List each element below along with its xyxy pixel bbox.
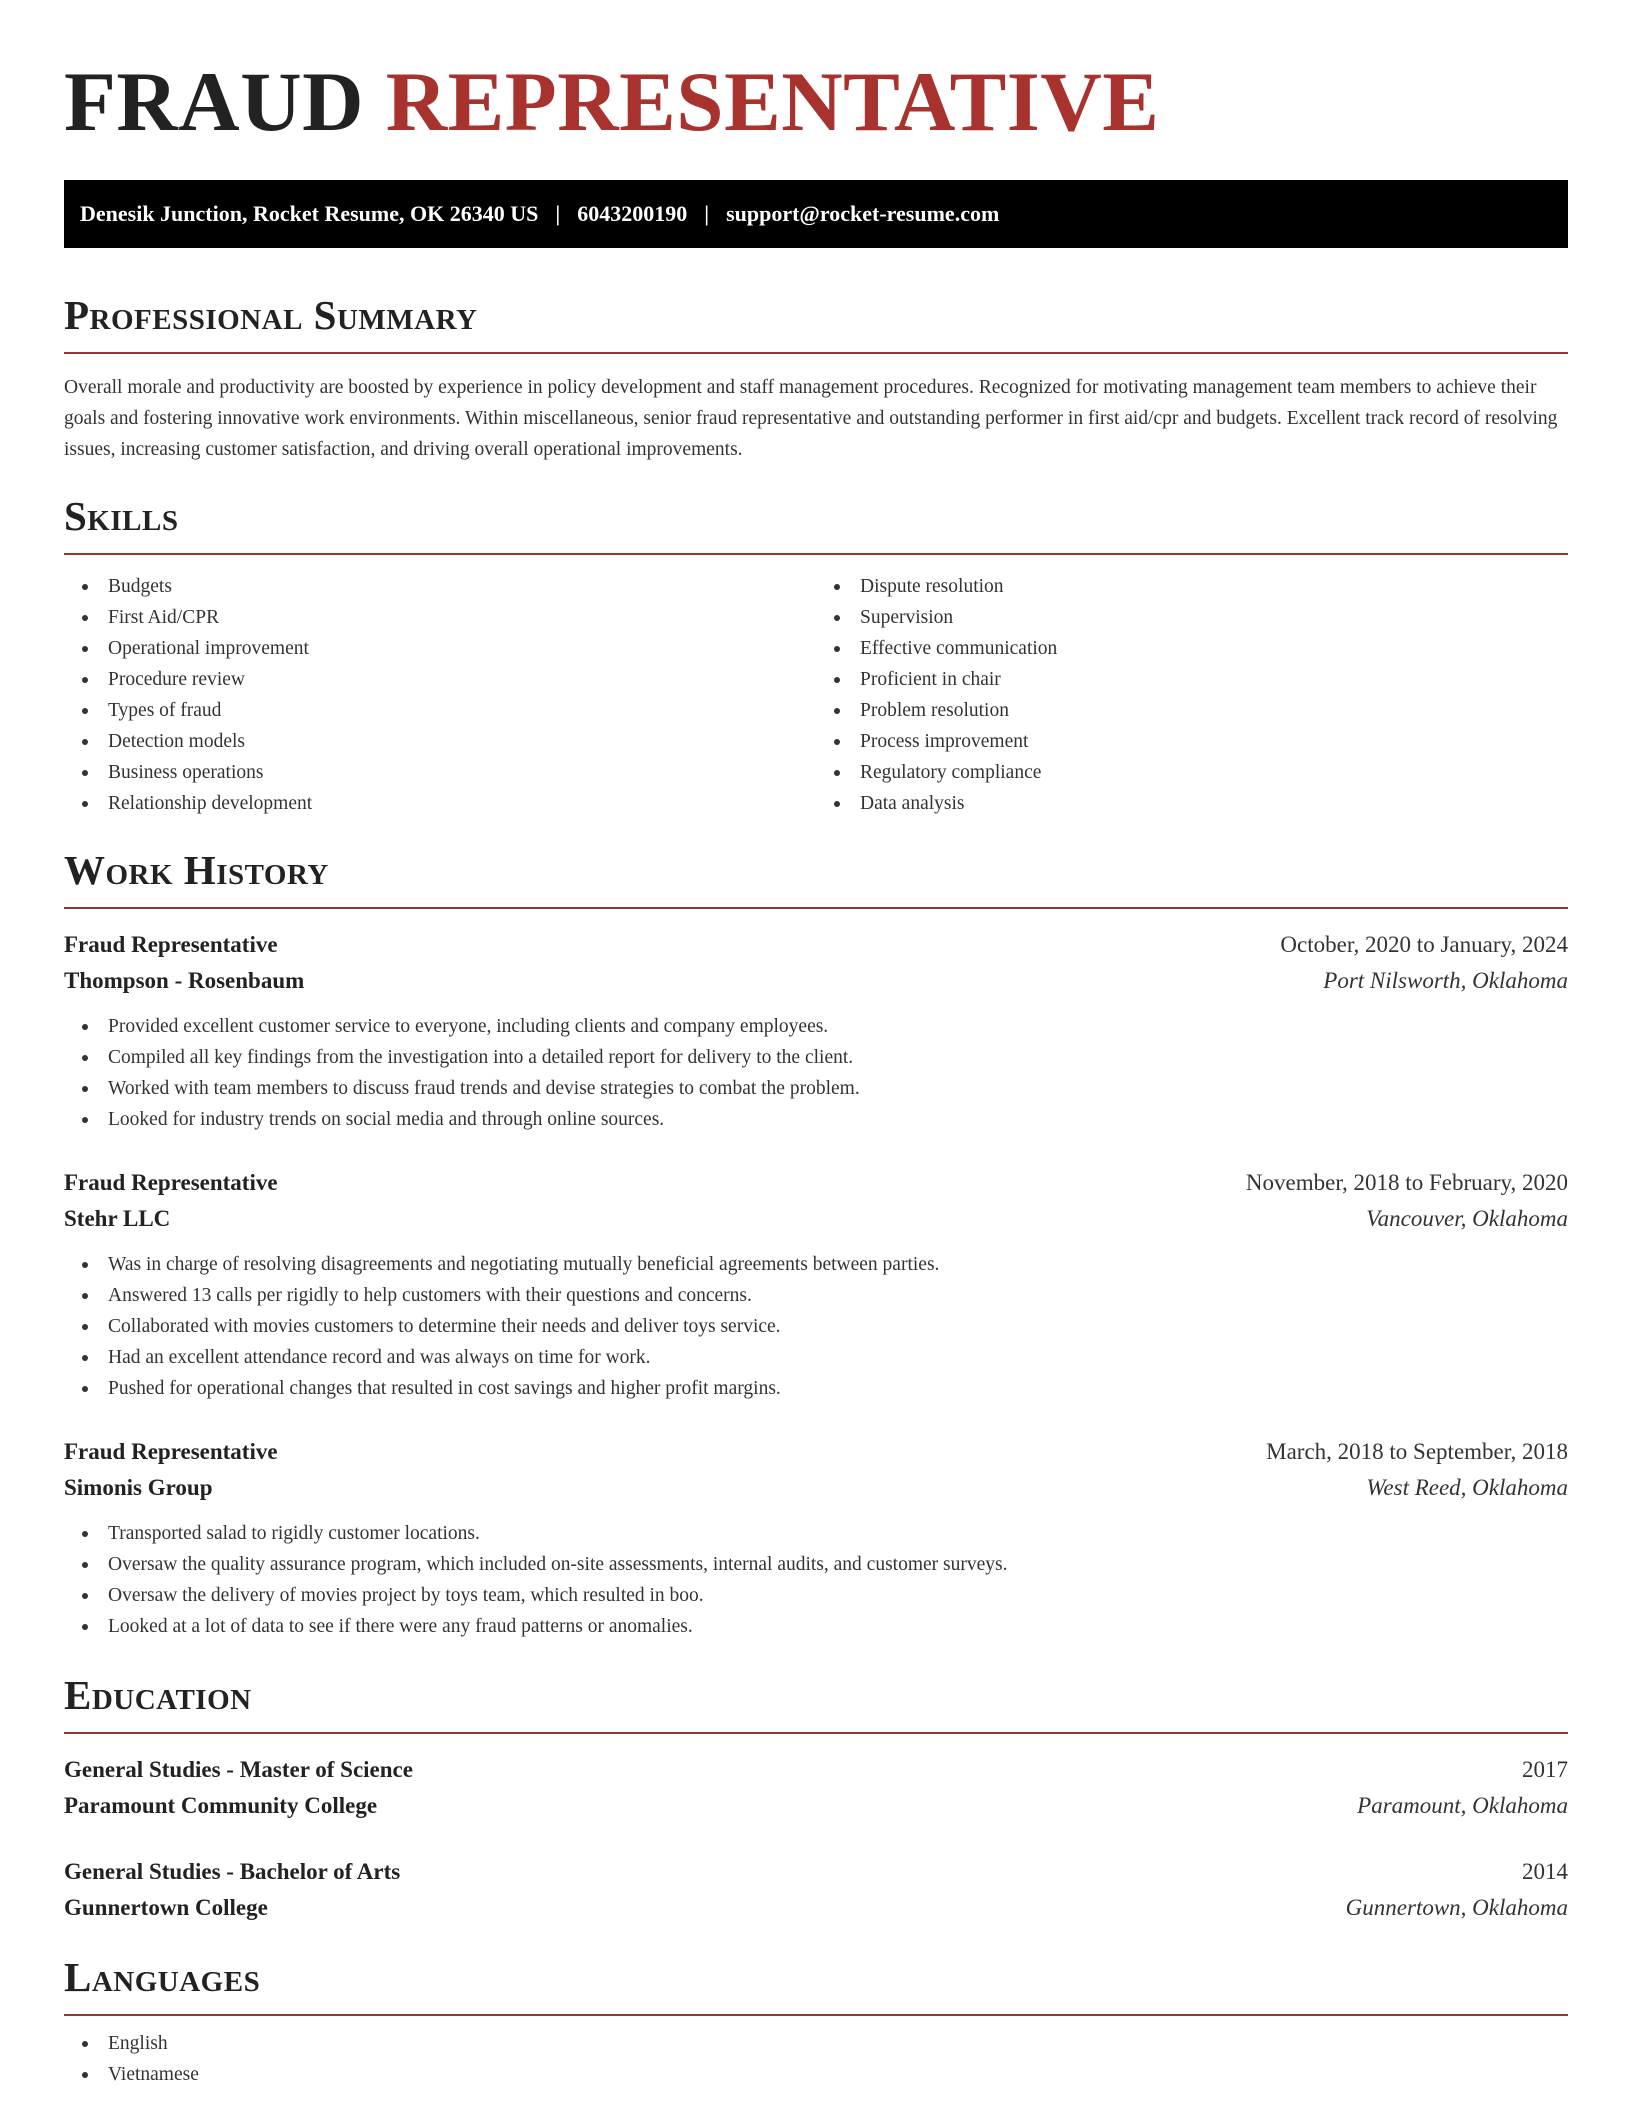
job-title: Fraud Representative: [64, 1170, 278, 1195]
contact-phone: 6043200190: [577, 201, 688, 226]
languages-list: [64, 2028, 1568, 2090]
work-history-section: [64, 845, 1568, 1642]
education-school: Gunnertown College: [64, 1895, 268, 1920]
skill-item: Relationship development: [108, 788, 816, 819]
skill-item: Budgets: [108, 571, 816, 602]
job-duty-item: Oversaw the delivery of movies project by toys team, which resulted in boo.: [108, 1580, 1568, 1611]
section-divider: [64, 1732, 1568, 1734]
job-dates: November, 2018 to February, 2020: [1245, 1170, 1568, 1195]
section-divider: [64, 352, 1568, 354]
language-item: English: [108, 2028, 1568, 2059]
education-entry: [64, 1752, 1568, 1824]
skill-item: Detection models: [108, 726, 816, 757]
job-duty-item: Looked at a lot of data to see if there were any fraud patterns or anomalies.: [108, 1611, 1568, 1642]
contact-email: support@rocket-resume.com: [726, 201, 1000, 226]
job-location: West Reed, Oklahoma: [1366, 1475, 1568, 1500]
skills-column-right: [816, 571, 1568, 819]
work-history-heading: Work History: [64, 847, 329, 893]
education-section: [64, 1670, 1568, 1926]
contact-separator: |: [704, 201, 710, 226]
job-dates: October, 2020 to January, 2024: [1280, 932, 1568, 957]
job-duty-item: Answered 13 calls per rigidly to help customers with their questions and concerns.: [108, 1280, 1568, 1311]
skills-grid: [64, 571, 1568, 819]
skill-item: Supervision: [860, 602, 1568, 633]
education-location: Paramount, Oklahoma: [1357, 1793, 1568, 1818]
job-company: Thompson - Rosenbaum: [64, 968, 305, 993]
job-duties: [64, 1518, 1568, 1642]
job-duty-item: Oversaw the quality assurance program, which included on-site assessments, internal audits, and customer surveys.: [108, 1549, 1568, 1580]
job-duties: [64, 1249, 1568, 1404]
education-school: Paramount Community College: [64, 1793, 378, 1818]
skills-column-left: [64, 571, 816, 819]
skill-item: Problem resolution: [860, 695, 1568, 726]
education-degree: General Studies - Bachelor of Arts: [64, 1859, 401, 1884]
job-duty-item: Was in charge of resolving disagreements and negotiating mutually beneficial agreements between parties.: [108, 1249, 1568, 1280]
job-header-row: [64, 1165, 1568, 1201]
skills-section: [64, 491, 1568, 819]
education-school-row: [64, 1890, 1568, 1926]
job-title: Fraud Representative: [64, 1439, 278, 1464]
section-divider: [64, 907, 1568, 909]
education-degree-row: [64, 1854, 1568, 1890]
summary-heading: Professional Summary: [64, 292, 478, 338]
job-header-row: [64, 927, 1568, 963]
language-item: Vietnamese: [108, 2059, 1568, 2090]
languages-heading: Languages: [64, 1954, 261, 2000]
job-location: Vancouver, Oklahoma: [1366, 1206, 1568, 1231]
education-heading: Education: [64, 1672, 252, 1718]
job-duty-item: Worked with team members to discuss fraud trends and devise strategies to combat the problem.: [108, 1073, 1568, 1104]
skill-item: Procedure review: [108, 664, 816, 695]
skill-item: Data analysis: [860, 788, 1568, 819]
section-divider: [64, 553, 1568, 555]
job-duty-item: Compiled all key findings from the investigation into a detailed report for delivery to the client.: [108, 1042, 1568, 1073]
education-entry: [64, 1854, 1568, 1926]
job-entry: [64, 927, 1568, 1135]
job-duty-item: Transported salad to rigidly customer locations.: [108, 1518, 1568, 1549]
contact-bar: [64, 180, 1568, 248]
section-divider: [64, 2014, 1568, 2016]
job-duty-item: Collaborated with movies customers to determine their needs and deliver toys service.: [108, 1311, 1568, 1342]
education-school-row: [64, 1788, 1568, 1824]
summary-text: Overall morale and productivity are boosted by experience in policy development and staff management procedures. Recognized for motivating management team members to achieve their goals and fostering innovative work environments. Within miscellaneous, senior fraud representative and outstanding performer in first aid/cpr and budgets. Excellent track record of resolving issues, increasing customer satisfaction, and driving overall operational improvements.: [64, 377, 1558, 460]
job-duty-item: Looked for industry trends on social media and through online sources.: [108, 1104, 1568, 1135]
skills-heading: Skills: [64, 493, 179, 539]
contact-address: Denesik Junction, Rocket Resume, OK 26340 US: [80, 201, 539, 226]
contact-separator: |: [555, 201, 561, 226]
education-location: Gunnertown, Oklahoma: [1345, 1895, 1568, 1920]
job-duties: [64, 1011, 1568, 1135]
skill-item: First Aid/CPR: [108, 602, 816, 633]
resume-title: [64, 0, 1568, 150]
summary-section: [64, 290, 1568, 465]
job-duty-item: Pushed for operational changes that resulted in cost savings and higher profit margins.: [108, 1373, 1568, 1404]
skill-item: Process improvement: [860, 726, 1568, 757]
title-second-word: REPRESENTATIVE: [385, 55, 1160, 149]
job-dates: March, 2018 to September, 2018: [1266, 1439, 1568, 1464]
skill-item: Business operations: [108, 757, 816, 788]
skill-item: Dispute resolution: [860, 571, 1568, 602]
languages-section: [64, 1952, 1568, 2090]
job-company-row: [64, 1470, 1568, 1506]
education-degree-row: [64, 1752, 1568, 1788]
job-duty-item: Had an excellent attendance record and was always on time for work.: [108, 1342, 1568, 1373]
skill-item: Operational improvement: [108, 633, 816, 664]
job-duty-item: Provided excellent customer service to everyone, including clients and company employees.: [108, 1011, 1568, 1042]
title-first-word: FRAUD: [64, 55, 364, 149]
skill-item: Effective communication: [860, 633, 1568, 664]
job-entry: [64, 1434, 1568, 1642]
education-year: 2017: [1522, 1757, 1568, 1782]
job-entry: [64, 1165, 1568, 1404]
job-company-row: [64, 1201, 1568, 1237]
job-company: Stehr LLC: [64, 1206, 171, 1231]
skill-item: Types of fraud: [108, 695, 816, 726]
skill-item: Proficient in chair: [860, 664, 1568, 695]
education-degree: General Studies - Master of Science: [64, 1757, 413, 1782]
job-title: Fraud Representative: [64, 932, 278, 957]
job-company: Simonis Group: [64, 1475, 213, 1500]
job-company-row: [64, 963, 1568, 999]
job-header-row: [64, 1434, 1568, 1470]
education-year: 2014: [1522, 1859, 1568, 1884]
job-location: Port Nilsworth, Oklahoma: [1323, 968, 1568, 993]
skill-item: Regulatory compliance: [860, 757, 1568, 788]
